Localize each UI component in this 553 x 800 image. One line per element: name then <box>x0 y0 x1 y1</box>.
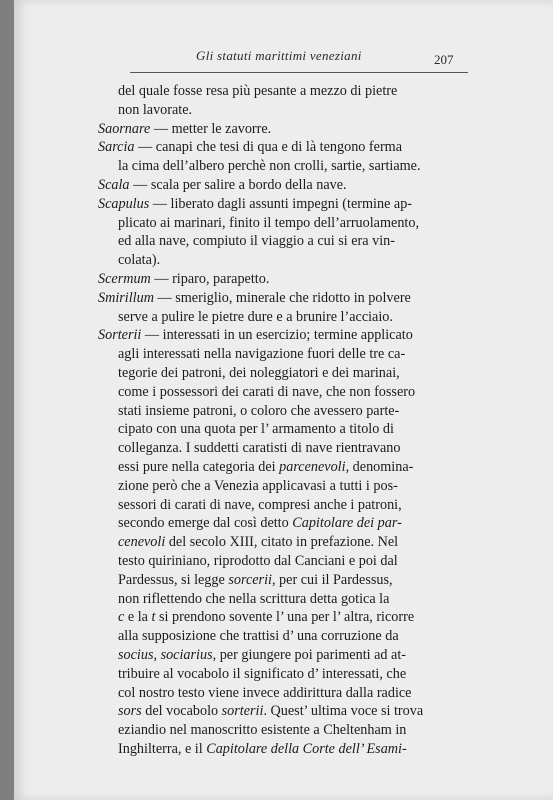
text-line <box>96 552 468 571</box>
text-line <box>96 514 468 533</box>
text-segment: si prendono sovente l’ una per l’ altra, ricorre <box>155 609 415 626</box>
text-line <box>96 439 468 458</box>
text-segment: serve a pulire le pietre dure e a brunire l’acciaio. <box>118 308 393 325</box>
text-line <box>96 308 468 327</box>
text-line <box>96 590 468 609</box>
text-line <box>96 740 468 759</box>
text-segment: come i possessori dei carati di nave, che non fossero <box>118 383 416 400</box>
text-line <box>96 364 468 383</box>
text-segment: stati insieme patroni, o coloro che avessero parte- <box>118 402 400 419</box>
text-segment: e la <box>124 609 152 626</box>
text-line <box>96 176 468 195</box>
text-segment: la cima dell’albero perchè non crolli, sartie, sartiame. <box>118 158 421 175</box>
text-line <box>96 345 468 364</box>
text-segment: , per cui il Pardessus, <box>271 571 393 588</box>
text-line <box>96 646 468 665</box>
text-line <box>96 289 468 308</box>
text-line <box>96 195 468 214</box>
text-segment: agli interessati nella navigazione fuori delle tre ca- <box>118 346 406 363</box>
glossary-term: Scermum <box>98 270 151 287</box>
book-page <box>14 0 553 800</box>
page-header <box>14 48 553 72</box>
text-line <box>96 420 468 439</box>
text-line <box>96 138 468 157</box>
text-segment: del quale fosse resa più pesante a mezzo di pietre <box>118 83 398 99</box>
italic-text: sorterii <box>221 703 264 720</box>
italic-text: cenevoli <box>118 534 166 551</box>
glossary-term: Smirillum <box>98 289 154 306</box>
text-segment: — interessati in un esercizio; termine applicato <box>141 327 413 344</box>
glossary-term: Saornare <box>98 120 151 137</box>
text-segment: non lavorate. <box>118 101 193 118</box>
text-line <box>96 120 468 139</box>
italic-text: sors <box>118 703 142 720</box>
italic-text: sorcerii <box>228 571 272 588</box>
text-segment: plicato ai marinari, finito il tempo dell’arruolamento, <box>118 214 419 231</box>
italic-text: socius, sociarius <box>118 646 213 663</box>
text-segment: — scala per salire a bordo della nave. <box>129 176 347 193</box>
text-segment: colleganza. I suddetti caratisti di nave rientravano <box>118 440 401 457</box>
text-segment: colata). <box>118 252 161 269</box>
text-segment: del secolo XIII, citato in prefazione. Nel <box>165 534 399 551</box>
text-line <box>96 665 468 684</box>
text-segment: secondo emerge dal così detto <box>118 515 293 532</box>
running-title: Gli statuti marittimi veneziani <box>196 48 362 63</box>
text-line <box>96 402 468 421</box>
text-segment: . Quest’ ultima voce si trova <box>263 703 424 720</box>
glossary-term: Sarcia <box>98 139 135 156</box>
text-line <box>96 477 468 496</box>
glossary-text <box>96 82 468 759</box>
text-line <box>96 383 468 402</box>
glossary-term: Scala <box>98 176 130 193</box>
text-segment: ed alla nave, compiuto il viaggio a cui si era vin- <box>118 233 395 250</box>
page-number: 207 <box>434 52 454 67</box>
italic-text: Capitolare dei par- <box>292 515 402 532</box>
text-line <box>96 496 468 515</box>
text-segment: , per giungere poi parimenti ad at- <box>212 646 407 663</box>
glossary-term: Sorterii <box>98 327 142 344</box>
text-segment: zione però che a Venezia applicavasi a tutti i pos- <box>118 477 398 494</box>
text-segment: — riparo, parapetto. <box>150 270 270 287</box>
text-line <box>96 214 468 233</box>
text-line <box>96 627 468 646</box>
text-line <box>96 232 468 251</box>
text-line <box>96 82 468 101</box>
text-line <box>96 326 468 345</box>
text-segment: cipato con una quota per l’ armamento a titolo di <box>118 421 394 438</box>
italic-text: parcenevoli <box>279 458 346 475</box>
text-segment: — liberato dagli assunti impegni (termine ap- <box>149 195 413 212</box>
italic-text: c <box>118 609 125 626</box>
text-line <box>96 270 468 289</box>
text-segment: eziandio nel manoscritto esistente a Cheltenham in <box>118 722 407 739</box>
glossary-term: Scapulus <box>98 195 150 212</box>
text-line <box>96 251 468 270</box>
text-segment: , denomina- <box>345 458 414 475</box>
text-segment: col nostro testo viene invece addirittura dalla radice <box>118 684 412 701</box>
text-segment: — metter le zavorre. <box>150 120 272 137</box>
text-line <box>96 608 468 627</box>
text-line <box>96 702 468 721</box>
text-segment: Pardessus, si legge <box>118 571 229 588</box>
text-line <box>96 101 468 120</box>
text-line <box>96 721 468 740</box>
italic-text: t <box>151 609 156 626</box>
text-segment: — canapi che tesi di qua e di là tengono ferma <box>134 139 403 156</box>
text-segment: del vocabolo <box>141 703 222 720</box>
text-segment: sessori di carati di nave, compresi anche i patroni, <box>118 496 402 513</box>
text-segment: — smeriglio, minerale che ridotto in polvere <box>153 289 411 306</box>
text-line <box>96 157 468 176</box>
text-line <box>96 684 468 703</box>
text-segment: tribuire al vocabolo il significato d’ interessati, che <box>118 665 407 682</box>
text-line <box>96 571 468 590</box>
text-segment: Inghilterra, e il <box>118 740 207 757</box>
italic-text: Capitolare della Corte dell’ Esami- <box>206 740 407 757</box>
text-segment: alla supposizione che trattisi d’ una corruzione da <box>118 628 399 645</box>
text-segment: non riflettendo che nella scrittura detta gotica la <box>118 590 390 607</box>
text-line <box>96 458 468 477</box>
text-segment: essi pure nella categoria dei <box>118 458 280 475</box>
text-segment: testo quiriniano, riprodotto dal Canciani e poi dal <box>118 552 398 569</box>
text-segment: tegorie dei patroni, dei noleggiatori e dei marinai, <box>118 364 400 381</box>
text-line <box>96 533 468 552</box>
header-rule <box>130 72 468 73</box>
